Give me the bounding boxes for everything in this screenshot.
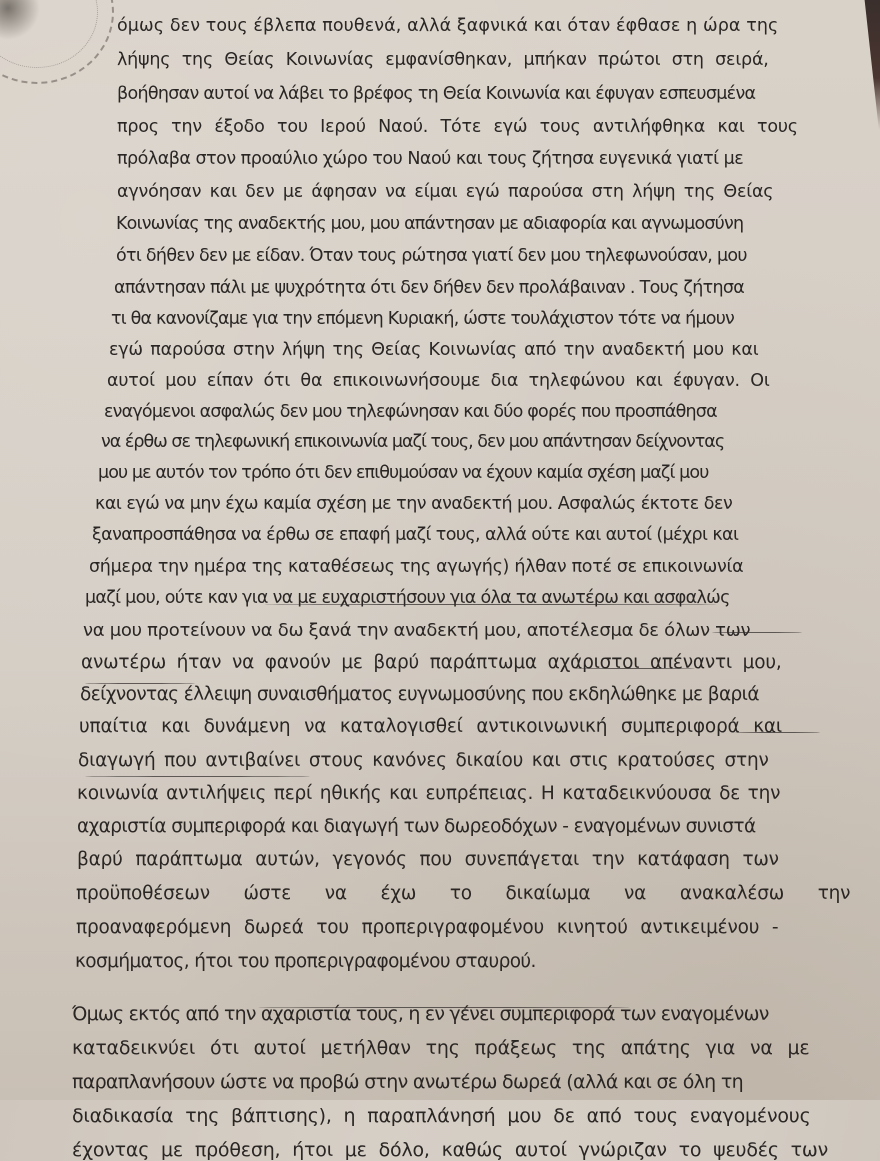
text-line: εγώ παρούσα στην λήψη της Θείας Κοινωνίας από την αναδεκτή μου και	[109, 340, 759, 360]
text-line: προαναφερόμενη δωρεά του προπεριγραφομένου κινητού αντικειμένου -	[76, 917, 779, 938]
pen-underline	[258, 1007, 630, 1008]
text-line: διαγωγή που αντιβαίνει στους κανόνες δικαίου και στις κρατούσες στην	[78, 750, 769, 771]
text-line: προς την έξοδο του Ιερού Ναού. Τότε εγώ τους αντιλήφθηκα και τους	[117, 117, 798, 137]
text-line: απάντησαν πάλι με ψυχρότητα ότι δεν δήθεν δεν προλάβαιναν . Τους ζήτησα	[114, 278, 745, 298]
text-line: Κοινωνίας της αναδεκτής μου, μου απάντησαν με αδιαφορία και αγνωμοσύνη	[116, 214, 744, 234]
text-line: αγνόησαν και δεν με άφησαν να είμαι εγώ παρούσα στη λήψη της Θείας	[117, 182, 774, 202]
text-line: να έρθω σε τηλεφωνική επικοινωνία μαζί τους, δεν μου απάντησαν δείχνοντας	[101, 432, 725, 452]
text-line: πρόλαβα στον προαύλιο χώρο του Ναού και τους ζήτησα ευγενικά γιατί με	[117, 149, 744, 169]
text-line: βοήθησαν αυτοί να λάβει το βρέφος τη Θεία Κοινωνία και έφυγαν εσπευσμένα	[117, 84, 756, 104]
text-line: ανωτέρω ήταν να φανούν με βαρύ παράπτωμα αχάριστοι απέναντι μου,	[81, 652, 782, 673]
text-line: υπαίτια και δυνάμενη να καταλογισθεί αντικοινωνική συμπεριφορά και	[79, 716, 782, 737]
text-line: τι θα κανονίζαμε για την επόμενη Κυριακή, ώστε τουλάχιστον τότε να ήμουν	[111, 309, 735, 329]
text-line: κοσμήματος, ήτοι του προπεριγραφομένου σταυρού.	[75, 951, 536, 972]
text-line: αχαριστία συμπεριφορά και διαγωγή των δωρεοδόχων - εναγομένων συνιστά	[77, 816, 756, 837]
text-line: δείχνοντας έλλειψη συναισθήματος ευγνωμοσύνης που εκδηλώθηκε με βαριά	[80, 684, 759, 705]
pen-underline	[735, 732, 820, 733]
text-line: κοινωνία αντιλήψεις περί ηθικής και ευπρέπειας. Η καταδεικνύουσα δε την	[77, 783, 781, 804]
text-line: καταδεικνύει ότι αυτοί μετήλθαν της πράξεως της απάτης για να με	[72, 1037, 810, 1059]
pen-underline	[85, 683, 195, 684]
text-line: σήμερα την ημέρα της καταθέσεως της αγωγής) ήλθαν ποτέ σε επικοινωνία	[89, 557, 744, 577]
text-line: εναγόμενοι ασφαλώς δεν μου τηλεφώνησαν και δύο φορές που προσπάθησα	[104, 402, 717, 422]
text-line: και εγώ να μην έχω καμία σχέση με την αναδεκτή μου. Ασφαλώς έκτοτε δεν	[95, 494, 733, 514]
text-line: προϋποθέσεων ώστε να έχω το δικαίωμα να ανακαλέσω την	[76, 883, 851, 904]
text-line: Όμως εκτός από την αχαριστία τους, η εν γένει συμπεριφορά των εναγομένων	[72, 1003, 769, 1025]
text-line: να μου προτείνουν να δω ξανά την αναδεκτή μου, αποτέλεσμα δε όλων των	[83, 620, 751, 641]
text-line: ξαναπροσπάθησα να έρθω σε επαφή μαζί τους, αλλά ούτε και αυτοί (μέχρι και	[92, 525, 739, 545]
pen-underline	[263, 604, 718, 605]
pen-underline	[575, 668, 695, 669]
text-line: παραπλανήσουν ώστε να προβώ στην ανωτέρω δωρεά (αλλά και σε όλη τη	[72, 1071, 743, 1093]
text-line: ότι δήθεν δεν με είδαν. Όταν τους ρώτησα γιατί δεν μου τηλεφωνούσαν, μου	[116, 246, 747, 266]
text-line: μου με αυτόν τον τρόπο ότι δεν επιθυμούσαν να έχουν καμία σχέση μαζί μου	[98, 463, 709, 483]
text-line: αυτοί μου είπαν ότι θα επικοινωνήσουμε δια τηλεφώνου και έφυγαν. Οι	[107, 371, 770, 391]
pen-underline	[712, 632, 802, 633]
text-line: όμως δεν τους έβλεπα πουθενά, αλλά ξαφνικά και όταν έφθασε η ώρα της	[117, 16, 779, 36]
text-line: βαρύ παράπτωμα αυτών, γεγονός που συνεπάγεται την κατάφαση των	[77, 849, 779, 870]
text-line: μαζί μου, ούτε καν για να με ευχαριστήσουν για όλα τα ανωτέρω και ασφαλώς	[85, 588, 730, 608]
text-line: λήψης της Θείας Κοινωνίας εμφανίσθηκαν, μπήκαν πρώτοι στη σειρά,	[117, 50, 769, 70]
text-line: έχοντας με πρόθεση, ήτοι με δόλο, καθώς αυτοί γνώριζαν το ψευδές των	[72, 1139, 829, 1161]
text-line: διαδικασία της βάπτισης), η παραπλάνησή μου δε από τους εναγομένους	[72, 1105, 811, 1127]
pen-underline	[85, 776, 310, 777]
